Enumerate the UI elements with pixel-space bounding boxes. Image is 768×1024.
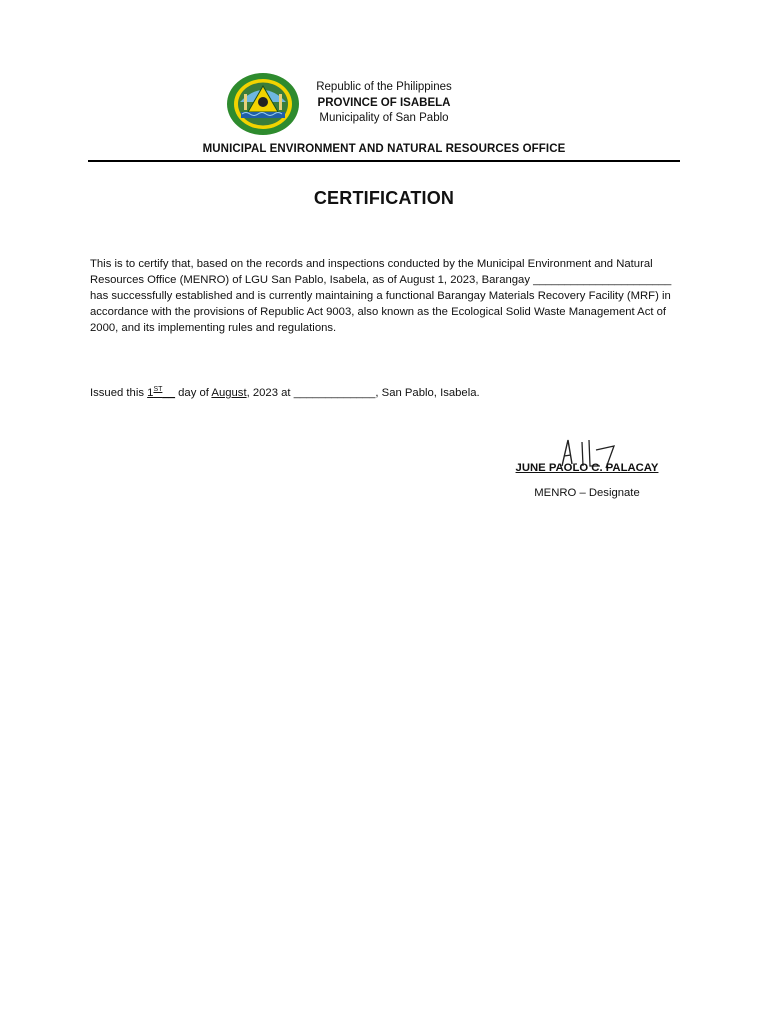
letterhead-text bbox=[302, 80, 466, 127]
signatory-title: MENRO – Designate bbox=[534, 487, 640, 499]
document-title: CERTIFICATION bbox=[313, 188, 455, 208]
issued-month: August bbox=[211, 387, 247, 399]
issued-line bbox=[90, 385, 676, 401]
municipal-seal-logo bbox=[226, 72, 300, 136]
office-name: MUNICIPAL ENVIRONMENT AND NATURAL RESOURCES OFFICE bbox=[202, 143, 566, 155]
republic-line: Republic of the Philippines bbox=[316, 81, 452, 93]
issued-day-trail: __ bbox=[162, 387, 175, 399]
issued-day bbox=[147, 387, 175, 399]
issued-mid: day of bbox=[174, 387, 212, 399]
issued-day-suffix: ST bbox=[153, 386, 163, 394]
header-divider bbox=[88, 160, 680, 162]
certification-paragraph: This is to certify that, based on the records and inspections conducted by the Municipal Environment and Natural Resources Office (MENRO) of LGU San Pablo, Isabela, as of August 1, 2023, Barangay ______________________ has successfully established and is currently maintaining a functional Barangay Materials Recovery Facility (MRF) in accordance with the provisions of Republic Act 9003, also known as the Ecological Solid Waste Management Act of 2000, and its implementing rules and regulations. bbox=[90, 258, 672, 334]
signatory-name: JUNE PAOLO C. PALACAY bbox=[515, 462, 659, 474]
municipality-line: Municipality of San Pablo bbox=[319, 112, 449, 124]
province-line: PROVINCE OF ISABELA bbox=[317, 96, 451, 109]
issued-day-number: 1 bbox=[147, 387, 154, 399]
issued-prefix: Issued this bbox=[90, 387, 148, 399]
issued-rest: , 2023 at _____________, San Pablo, Isabela. bbox=[246, 387, 480, 399]
